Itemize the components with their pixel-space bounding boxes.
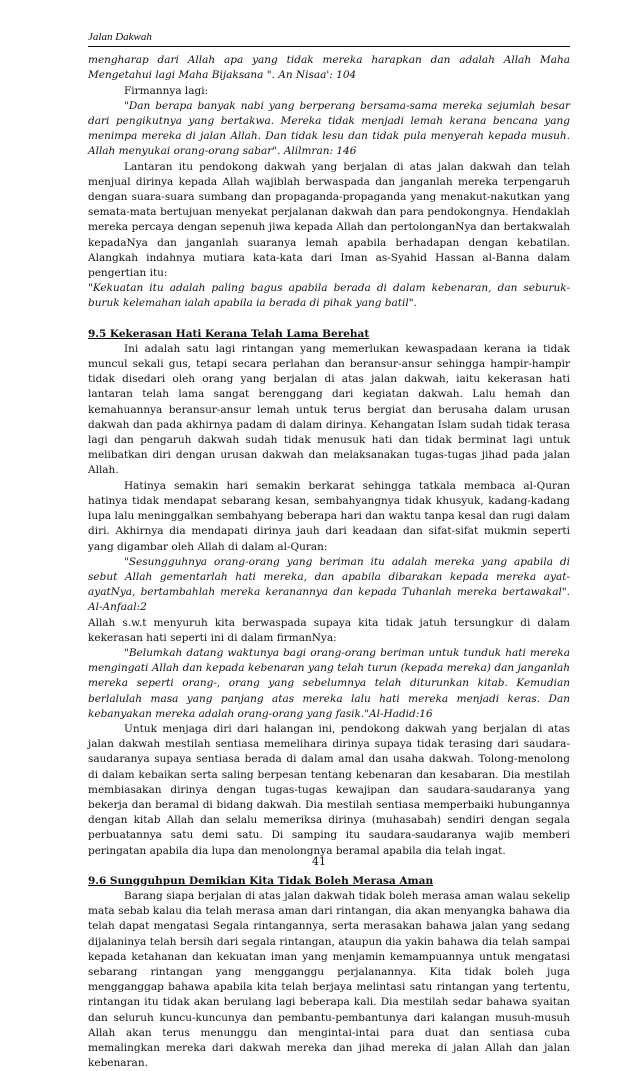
document-page	[88, 30, 570, 1071]
body-paragraph: Lantaran itu pendokong dakwah yang berjalan di atas jalan dakwah dan telah menjual dirinya kepada Allah wajiblah berwaspada dan janganlah mereka terpengaruh dengan suara-suara sumbang dan propaganda-propaganda yang menakut-nakutkan yang semata-mata bertujuan menyekat perjalanan dakwah dan para pendokongnya. Hendaklah mereka percaya dengan sepenuh jiwa kepada Allah dan pertolonganNya dan bertakwalah kepadaNya dan janganlah suaranya lemah apabila berhadapan dengan kebatilan. Alangkah indahnya mutiara kata-kata dari Iman as-Syahid Hassan al-Banna dalam pengertian itu:	[88, 160, 570, 280]
page-number: 41	[312, 855, 326, 868]
quote-continuation: mengharap dari Allah apa yang tidak mereka harapkan dan adalah Allah Maha Mengetahui lagi Maha Bijaksana ". An Nisaa': 104	[88, 54, 570, 82]
quote: "Kekuatan itu adalah paling bagus apabila berada di dalam kebenaran, dan seburuk-buruk kelemahan ialah apabila ia berada di pihak yang batil".	[88, 282, 570, 310]
body-paragraph: Barang siapa berjalan di atas jalan dakwah tidak boleh merasa aman walau sekelip mata sebab kalau dia telah merasa aman dari rintangan, dia akan menyangka bahawa dia telah dapat mengatasi Segala rintangannya, serta merasakan bahawa jalan yang sedang dijalaninya telah bersih dari segala rintangan, ataupun dia yakin bahawa dia telah sampai kepada ketahanan dan kekuatan iman yang menjamin kemampuannya untuk mengatasi sebarang rintangan yang mengganggu perjalanannya. Kita tidak boleh juga mengganggap bahawa apabila kita telah berjaya melintasi satu rintangan yang tertentu, rintangan itu tidak akan berulang lagi beberapa kali. Dia mestilah sedar bahawa syaitan dan seluruh kuncu-kuncunya dan pembantu-pembantunya dari kalangan musuh-musuh Allah akan terus menunggu dan mengintai-intai para duat dan sentiasa cuba memalingkan mereka dari dakwah mereka dan jihad mereka di jalan Allah dan jalan kebenaran.	[88, 889, 570, 1070]
body-paragraph: Hatinya semakin hari semakin berkarat sehingga tatkala membaca al-Quran hatinya tidak mendapat sebarang kesan, sembahyangnya tidak khusyuk, kadang-kadang lupa lalu meninggalkan sembahyang beberapa hari dan waktu tanpa kesal dan rugi dalam diri. Akhirnya dia mendapati dirinya jauh dari keadaan dan sifat-sifat mukmin seperti yang digambar oleh Allah di dalam al-Quran:	[88, 479, 570, 553]
quran-quote: "Dan berapa banyak nabi yang berperang bersama-sama mereka sejumlah besar dari pengikutnya yang bertakwa. Mereka tidak menjadi lemah kerana bencana yang menimpa mereka di jalan Allah. Dan tidak lesu dan tidak pula menyerah kepada musuh. Allah menyukai orang-orang sabar". Alilmran: 146	[88, 99, 570, 158]
quran-quote: "Sesungguhnya orang-orang yang beriman itu adalah mereka yang apabila di sebut Allah gementarlah hati mereka, dan apabila dibarakan kepada mereka ayat-ayatNya, bertambahlah mereka keranannya dan kepada Tuhanlah mereka bertawakal". Al-Anfaal:2	[88, 555, 570, 614]
body-paragraph: Allah s.w.t menyuruh kita berwaspada supaya kita tidak jatuh tersungkur di dalam kekerasan hati seperti ini di dalam firmanNya:	[88, 616, 570, 644]
quran-quote: "Belumkah datang waktunya bagi orang-orang beriman untuk tunduk hati mereka mengingati Allah dan kepada kebenaran yang telah turun (kepada mereka) dan janganlah mereka seperti orang-, orang yang sebelumnya telah diturunkan kitab. Kemudian berlalulah masa yang panjang atas mereka lalu hati mereka menjadi keras. Dan kebanyakan mereka adalah orang-orang yang fasik."Al-Hadid:16	[88, 646, 570, 720]
running-header: Jalan Dakwah	[88, 30, 570, 47]
body-paragraph: Untuk menjaga diri dari halangan ini, pendokong dakwah yang berjalan di atas jalan dakwah mestilah sentiasa memelihara dirinya supaya tidak terasing dari saudara-saudaranya supaya sentiasa berada di dalam amal dan usaha dakwah. Tolong-menolong di dalam kebaikan serta saling berpesan tentang kebenaran dan kesabaran. Dia mestilah membiasakan dirinya dengan tugas-tugas kewajipan dan saudara-saudaranya yang bekerja dan beramal di bidang dakwah. Dia mestilah sentiasa memperbaiki hubungannya dengan kitab Allah dan selalu memeriksa dirinya (muhasabah) sendiri dengan segala perbuatannya satu demi satu. Di samping itu saudara-saudaranya wajib memberi peringatan apabila dia lupa dan menolongnya beramal apabila dia telah ingat.	[88, 722, 570, 857]
section-heading: 9.6 Sungguhpun Demikian Kita Tidak Boleh Merasa Aman	[88, 874, 434, 887]
body-paragraph: Ini adalah satu lagi rintangan yang memerlukan kewaspadaan kerana ia tidak muncul sekali gus, tetapi secara perlahan dan beransur-ansur sehingga hampir-hampir tidak disedari oleh orang yang berjalan di atas jalan dakwah, iaitu kekerasan hati lantaran telah lama sangat berenggang dari kegiatan dakwah. Lalu hemah dan kemahuannya beransur-ansur lemah untuk terus bergiat dan berusaha dalam urusan dakwah dan pada akhirnya padam di dalam dirinya. Kehangatan Islam sudah tidak terasa lagi dan pengaruh dakwah sudah tidak menusuk hati dan tidak berminat lagi untuk melibatkan diri dengan urusan dakwah dan melaksanakan tugas-tugas jihad pada jalan Allah.	[88, 342, 570, 477]
intro-line: Firmannya lagi:	[124, 84, 209, 97]
section-heading: 9.5 Kekerasan Hati Kerana Telah Lama Berehat	[88, 327, 370, 340]
